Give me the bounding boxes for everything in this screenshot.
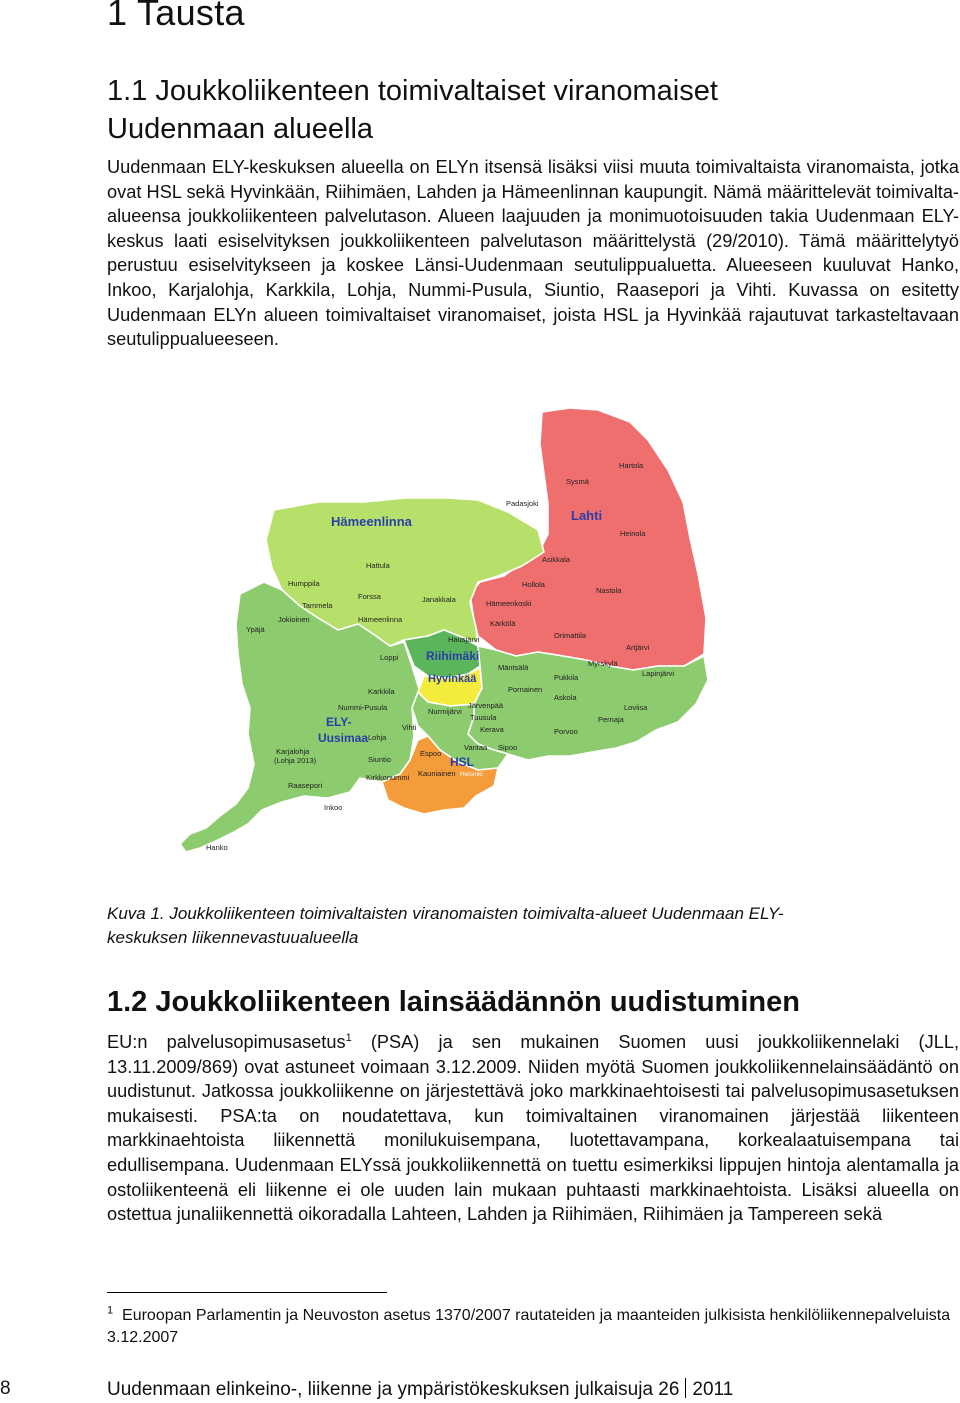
figure-caption-line-1: Kuva 1. Joukkoliikenteen toimivaltaisten viranomaisten toimivalta-alueet Uudenmaan ELY- bbox=[107, 904, 784, 923]
label-inkoo: Inkoo bbox=[324, 803, 343, 812]
label-karkkila: Karkkila bbox=[368, 687, 395, 696]
label-nastola: Nastola bbox=[596, 586, 622, 595]
label-pernaja: Pernaja bbox=[598, 715, 624, 724]
label-mantsala: Mäntsälä bbox=[498, 663, 529, 672]
label-padasjoki: Padasjoki bbox=[506, 499, 539, 508]
label-jokioinen: Jokioinen bbox=[278, 615, 310, 624]
label-vihti: Vihti bbox=[402, 723, 417, 732]
footnote-number: 1 bbox=[107, 1304, 114, 1317]
label-riihimaki: Riihimäki bbox=[426, 649, 480, 663]
figure-caption-line-2: keskuksen liikennevastuualueella bbox=[107, 928, 359, 947]
label-forssa: Forssa bbox=[358, 592, 381, 601]
label-karjalohja: Karjalohja bbox=[276, 747, 310, 756]
label-askola: Askola bbox=[554, 693, 577, 702]
footnote-text: Euroopan Parlamentin ja Neuvoston asetus 1370/2007 rautateiden ja maanteiden julkisista henkilöliikennepalveluista 3.12.2007 bbox=[107, 1307, 951, 1346]
label-humppila: Humppila bbox=[288, 579, 320, 588]
label-hameenlinna: Hämeenlinna bbox=[331, 514, 412, 529]
footnote bbox=[107, 1305, 957, 1349]
label-kauniainen: Kauniainen bbox=[418, 769, 456, 778]
map-figure bbox=[178, 404, 718, 876]
label-hameenlinna-municipality: Hämeenlinna bbox=[358, 615, 403, 624]
footnote-divider bbox=[107, 1292, 387, 1293]
label-sysma: Sysmä bbox=[566, 477, 589, 486]
label-jarvenpaa: Järvenpää bbox=[468, 701, 504, 710]
label-janakkala: Janakkala bbox=[422, 595, 456, 604]
section-1-title-line-1: 1.1 Joukkoliikenteen toimivaltaiset viranomaiset bbox=[107, 75, 718, 107]
section-2-paragraph-rest: (PSA) ja sen mukainen Suomen uusi joukkoliikennelaki (JLL, 13.11.2009/869) ovat astuneet voimaan 3.12.2009. Niiden myötä Suomen joukkoliikennelainsäädäntö on uudistunut. Jatkossa joukkoliikenne on järjestettävä joko markkinaehtoisesti tai palvelusopimusasetuksen mukaisesti. PSA:ta on noudatettava, kun toimivaltainen viranomainen järjestää liikenteen markkinaehtoista liikennettä monilukuisempana, luotettavampana, korkealaatuisempana tai edullisempana. Uudenmaan ELYssä joukkoliikennettä on tuettu esimerkiksi lippujen hintoja alentamalla ja ostoliikenteenä eli liikenne ei ole uuden lain mukaan puhtaasti markkinaehtoista. Lisäksi alueella on ostettua junaliikennettä oikoradalla Lahteen, Lahden ja Riihimäen, Riihimäen ja Tampereen sekä bbox=[107, 1032, 959, 1225]
label-hameenkoski: Hämeenkoski bbox=[486, 599, 532, 608]
label-kerava: Kerava bbox=[480, 725, 504, 734]
section-2-paragraph bbox=[107, 1030, 959, 1227]
label-hattula: Hattula bbox=[366, 561, 390, 570]
footer-publication: Uudenmaan elinkeino-, liikenne ja ympäristökeskuksen julkaisuja 26 bbox=[107, 1379, 680, 1400]
label-tuusula: Tuusula bbox=[470, 713, 497, 722]
label-tammela: Tammela bbox=[302, 601, 333, 610]
label-artjarvi: Artjärvi bbox=[626, 643, 650, 652]
section-2-paragraph-start: EU:n palvelusopimusasetus bbox=[107, 1032, 346, 1052]
page-number: 8 bbox=[0, 1378, 11, 1399]
label-porvoo: Porvoo bbox=[554, 727, 578, 736]
label-nummi-pusula: Nummi-Pusula bbox=[338, 703, 388, 712]
label-kirkkonummi: Kirkkonummi bbox=[366, 773, 410, 782]
label-hollola: Hollola bbox=[522, 580, 545, 589]
label-heinola: Heinola bbox=[620, 529, 646, 538]
label-ely-line-2: Uusimaa bbox=[318, 731, 369, 745]
footer-separator bbox=[685, 1378, 686, 1398]
footer-year: 2011 bbox=[692, 1379, 734, 1400]
label-loppi: Loppi bbox=[380, 653, 399, 662]
label-lahti: Lahti bbox=[571, 508, 603, 523]
section-1-paragraph: Uudenmaan ELY-keskuksen alueella on ELYn itsensä lisäksi viisi muuta toimivaltaista viranomaista, jotka ovat HSL sekä Hyvinkään, Riihimäen, Lahden ja Hämeenlinnan kaupungit. Nämä määrittelevät toimivalta-alueensa joukkoliikenteen palvelutason. Alueen laajuuden ja monimuotoisuuden takia Uudenmaan ELY-keskus laati esiselvityksen joukkoliikenteen palvelutason määrittelystä (29/2010). Tämä määrittelytyö perustuu esiselvitykseen ja koskee Länsi-Uudenmaan seutulippualuetta. Alueeseen kuuluvat Hanko, Inkoo, Karjalohja, Karkkila, Lohja, Nummi-Pusula, Siuntio, Raasepori ja Vihti. Kuvassa on esitetty Uudenmaan ELYn alueen toimivaltaiset viranomaiset, joista HSL ja Hyvinkää rajautuvat tarkasteltavaan seutulippualueeseen. bbox=[107, 157, 959, 350]
label-hausjarvi: Hausjärvi bbox=[448, 635, 480, 644]
label-helsinki: Helsinki bbox=[460, 771, 483, 778]
label-pornainen: Pornainen bbox=[508, 685, 543, 694]
label-asikkala: Asikkala bbox=[542, 555, 570, 564]
label-ely-line-1: ELY- bbox=[326, 715, 352, 729]
label-orimattila: Orimattila bbox=[554, 631, 587, 640]
label-sipoo: Sipoo bbox=[498, 743, 518, 752]
label-lapinjarvi: Lapinjärvi bbox=[642, 669, 675, 678]
label-myrskyla: Myrskylä bbox=[588, 659, 618, 668]
label-lohja: Lohja bbox=[368, 733, 387, 742]
figure-caption bbox=[107, 902, 907, 950]
label-nurmijarvi: Nurmijärvi bbox=[428, 707, 462, 716]
section-1-title-line-2: Uudenmaan alueella bbox=[107, 113, 374, 145]
label-vantaa: Vantaa bbox=[464, 743, 488, 752]
label-hyvinkaa: Hyvinkää bbox=[428, 673, 477, 685]
label-hartola: Hartola bbox=[619, 461, 644, 470]
label-ypaja: Ypäjä bbox=[246, 625, 265, 634]
label-raasepori: Raasepori bbox=[288, 781, 323, 790]
label-siuntio: Siuntio bbox=[368, 755, 391, 764]
label-espoo: Espoo bbox=[420, 749, 442, 758]
label-karkola: Kärkölä bbox=[490, 619, 516, 628]
footnote-reference[interactable]: 1 bbox=[345, 1031, 352, 1044]
section-2-title: 1.2 Joukkoliikenteen lainsäädännön uudistuminen bbox=[107, 986, 800, 1018]
label-loviisa: Loviisa bbox=[624, 703, 648, 712]
label-hsl: HSL bbox=[450, 755, 474, 769]
label-pukkila: Pukkila bbox=[554, 673, 579, 682]
label-hanko: Hanko bbox=[206, 843, 228, 852]
label-karjalohja-note: (Lohja 2013) bbox=[274, 756, 317, 765]
chapter-title: 1 Tausta bbox=[107, 0, 245, 33]
footer bbox=[107, 1378, 733, 1401]
